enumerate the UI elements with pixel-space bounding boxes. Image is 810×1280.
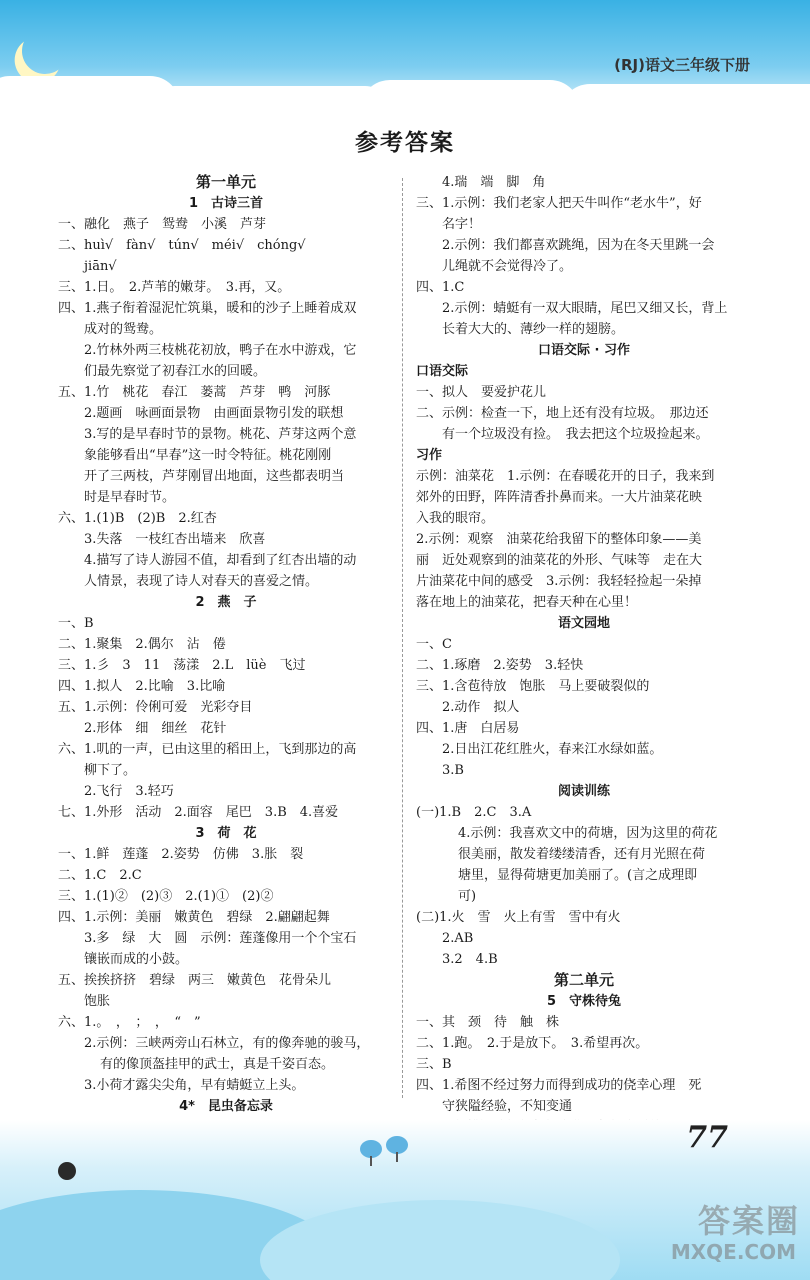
answer-line: (二)1.火 雪 火上有雪 雪中有火 [416, 910, 621, 925]
answer-line: 六、1.。 ， ； ， “ ” [58, 1015, 201, 1030]
answer-line: 可) [458, 889, 477, 904]
answer-line: 片油菜花中间的感受 3.示例：我轻轻捡起一朵掉 [416, 574, 702, 589]
answer-line: 一、其 颈 待 触 株 [416, 1015, 560, 1030]
answer-line: 2.形体 细 细丝 花针 [84, 721, 227, 736]
answer-line: 一、B [58, 616, 94, 631]
section-heading: 语文园地 [557, 616, 610, 631]
section-heading: 习作 [416, 448, 443, 463]
column-divider [402, 178, 403, 1098]
answer-line: 很美丽，散发着缕缕清香，还有月光照在荷 [458, 847, 706, 862]
answer-line: 成对的鸳鸯。 [84, 322, 163, 337]
answer-line: 三、1.示例：我们老家人把天牛叫作“老水牛”，好 [416, 196, 702, 211]
section-heading: 5 守株待兔 [546, 994, 622, 1009]
answer-line: 二、1.C 2.C [58, 868, 142, 883]
answer-line: 3.失落 一枝红杏出墙来 欣喜 [84, 532, 266, 547]
answer-line: 三、1.日。 2.芦苇的嫩芽。 3.再，又。 [58, 280, 291, 295]
tree-trunk [396, 1152, 398, 1162]
answer-line: 七、1.外形 活动 2.面容 尾巴 3.B 4.喜爱 [58, 805, 339, 820]
page-title: 参考答案 [355, 129, 455, 156]
answer-line: 有的像顶盔挂甲的武士，真是千姿百态。 [100, 1057, 335, 1072]
answer-line: 2.AB [442, 931, 474, 946]
answer-line: 丽 近处观察到的油菜花的外形、气味等 走在大 [416, 553, 703, 568]
right-answer-column [416, 172, 752, 1159]
answer-line: 有一个垃圾没有捡。 我去把这个垃圾捡起来。 [442, 427, 709, 442]
answer-line: 一、拟人 要爱护花儿 [416, 385, 547, 400]
answer-line: 三、B [416, 1057, 452, 1072]
tree-trunk [370, 1156, 372, 1166]
answer-line: 4.描写了诗人游园不值，却看到了红杏出墙的动 [84, 553, 357, 568]
answer-line: 五、1.竹 桃花 春江 蒌蒿 芦芽 鸭 河豚 [58, 385, 331, 400]
answer-line: 五、1.示例：伶俐可爱 光彩夺目 [58, 700, 253, 715]
answer-line: 四、1.希图不经过努力而得到成功的侥幸心理 死 [416, 1078, 702, 1093]
answer-line: 3.多 绿 大 圆 示例：莲蓬像用一个个宝石 [84, 931, 357, 946]
answer-line: 3.写的是早春时节的景物。桃花、芦芽这两个意 [84, 427, 357, 442]
answer-line: 柳下了。 [84, 763, 137, 778]
answer-line: 郊外的田野，阵阵清香扑鼻而来。一大片油菜花映 [416, 490, 703, 505]
answer-line: 2.示例：观察 油菜花给我留下的整体印象——美 [416, 532, 702, 547]
answer-line: 2.题画 咏画面景物 由画面景物引发的联想 [84, 406, 344, 421]
answer-line: 二、1.跑。 2.于是放下。 3.希望再次。 [416, 1036, 649, 1051]
answer-line: 三、1.含苞待放 饱胀 马上要破裂似的 [416, 679, 650, 694]
answer-line: 镶嵌而成的小鼓。 [84, 952, 189, 967]
answer-line: 入我的眼帘。 [416, 511, 495, 526]
watermark-url: MXQE.COM [670, 1240, 796, 1264]
answer-line: 二、1.聚集 2.偶尔 沾 倦 [58, 637, 226, 652]
answer-line: 4.示例：我喜欢文中的荷塘，因为这里的荷花 [458, 826, 718, 841]
answer-line: 开了三两枝，芦芽刚冒出地面，这些都表明当 [84, 469, 345, 484]
answer-line: 3.2 4.B [442, 952, 498, 967]
cloud-decoration [360, 80, 580, 110]
answer-line: 4.瑞 端 脚 角 [442, 175, 546, 190]
answer-line: 长着大大的、薄纱一样的翅膀。 [442, 322, 625, 337]
section-heading: 第二单元 [553, 971, 614, 989]
series-label: (RJ)语文三年级下册 [614, 56, 750, 74]
answer-line: (一)1.B 2.C 3.A [416, 805, 532, 820]
answer-line: 二、huì√ fàn√ tún√ méi√ chóng√ [58, 238, 306, 253]
cloud-decoration [150, 86, 390, 110]
answer-line: 2.示例：三峡两旁山石林立，有的像奔驰的骏马， [84, 1036, 370, 1051]
answer-line: 2.日出江花红胜火，春来江水绿如蓝。 [442, 742, 663, 757]
cloud-decoration [560, 84, 810, 110]
answer-line: 二、1.琢磨 2.姿势 3.轻快 [416, 658, 584, 673]
moon-icon [16, 22, 75, 81]
answer-line: 2.飞行 3.轻巧 [84, 784, 174, 799]
answer-line: 四、1.燕子衔着湿泥忙筑巢，暖和的沙子上睡着成双 [58, 301, 357, 316]
answer-line: 一、融化 燕子 鸳鸯 小溪 芦芽 [58, 217, 267, 232]
answer-line: 2.示例：蜻蜓有一双大眼睛，尾巴又细又长，背上 [442, 301, 728, 316]
answer-line: 们最先察觉了初春江水的回暖。 [84, 364, 267, 379]
answer-line: 二、示例：检查一下，地上还有没有垃圾。 那边还 [416, 406, 709, 421]
answer-line: 四、1.拟人 2.比喻 3.比喻 [58, 679, 226, 694]
answer-line: 五、挨挨挤挤 碧绿 两三 嫩黄色 花骨朵儿 [58, 973, 332, 988]
answer-line: 一、1.鲜 莲蓬 2.姿势 仿佛 3.胀 裂 [58, 847, 304, 862]
section-heading: 第一单元 [195, 173, 256, 191]
answer-line: 时是早春时节。 [84, 490, 176, 505]
section-heading: 阅读训练 [557, 784, 610, 799]
watermark-logo: 答案圈 [697, 1202, 800, 1240]
answer-line: 六、1.(1)B (2)B 2.红杏 [58, 511, 217, 526]
answer-line: 象能够看出“早春”这一时令特征。桃花刚刚 [84, 448, 332, 463]
section-heading: 口语交际 [416, 364, 469, 379]
answer-line: 一、C [416, 637, 452, 652]
answer-line: 四、1.示例：美丽 嫩黄色 碧绿 2.翩翩起舞 [58, 910, 330, 925]
answer-line: 三、1.彡 3 11 荡漾 2.L lüè 飞过 [58, 658, 306, 673]
section-heading: 4* 昆虫备忘录 [179, 1099, 273, 1114]
answer-line: 塘里，显得荷塘更加美丽了。(言之成理即 [458, 868, 698, 883]
child-mascot-icon [58, 1162, 76, 1180]
answer-line: 示例：油菜花 1.示例：在春暖花开的日子，我来到 [416, 469, 715, 484]
page-number: 77 [686, 1120, 728, 1155]
answer-line: 落在地上的油菜花，把春天种在心里！ [416, 595, 638, 610]
header-banner [0, 0, 810, 110]
section-heading: 1 古诗三首 [188, 196, 264, 211]
section-heading: 3 荷 花 [195, 826, 257, 841]
answer-line: 2.示例：我们都喜欢跳绳，因为在冬天里跳一会 [442, 238, 715, 253]
answer-line: 2.动作 拟人 [442, 700, 520, 715]
answer-line: 四、1.唐 白居易 [416, 721, 520, 736]
answer-line: 人情景，表现了诗人对春天的喜爱之情。 [84, 574, 319, 589]
answer-line: 六、1.叽的一声，已由这里的稻田上，飞到那边的高 [58, 742, 357, 757]
answer-line: jiān√ [84, 259, 117, 274]
answer-line: 2.竹林外两三枝桃花初放，鸭子在水中游戏，它 [84, 343, 357, 358]
answer-line: 四、1.C [416, 280, 465, 295]
answer-line: 饱胀 [84, 994, 111, 1009]
answer-line: 守狭隘经验，不知变通 [442, 1099, 573, 1114]
answer-line: 三、1.(1)② (2)③ 2.(1)① (2)② [58, 889, 274, 904]
answer-line: 3.B [442, 763, 464, 778]
section-heading: 2 燕 子 [195, 595, 257, 610]
hill-decoration [260, 1200, 620, 1280]
answer-line: 3.小荷才露尖尖角，早有蜻蜓立上头。 [84, 1078, 305, 1093]
answer-line: 儿绳就不会觉得冷了。 [442, 259, 573, 274]
left-answer-column [58, 172, 394, 1159]
answer-line: 名字！ [442, 217, 482, 232]
section-heading: 口语交际 · 习作 [538, 343, 630, 358]
